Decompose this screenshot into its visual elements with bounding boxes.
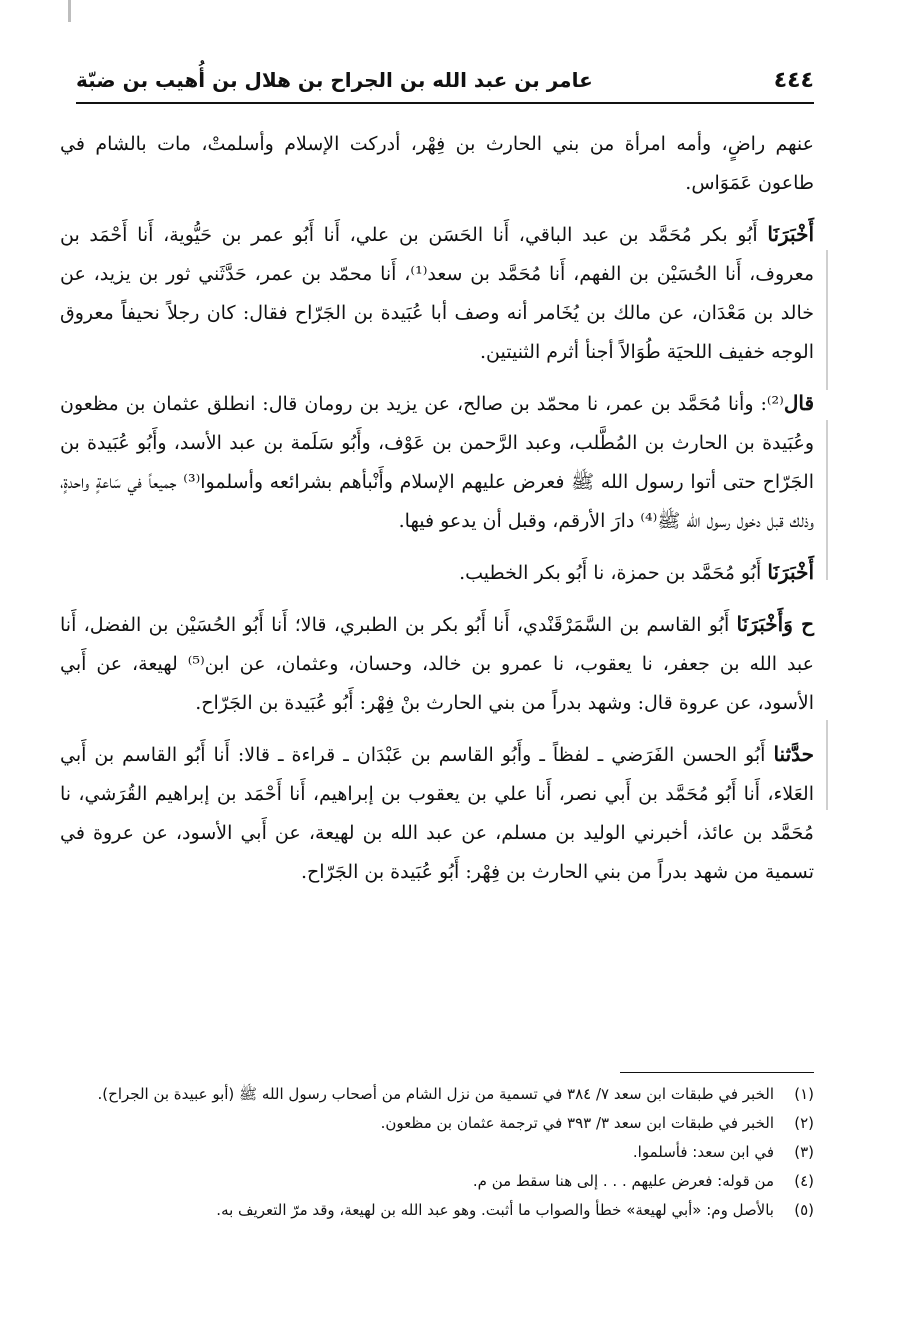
footnote-text: الخبر في طبقات ابن سعد ٣/ ٣٩٣ في ترجمة عثمان بن مظعون. bbox=[380, 1114, 774, 1132]
margin-rule bbox=[826, 720, 828, 810]
paragraph-text: ⁽²⁾: وأنا مُحَمَّد بن عمر، نا محمّد بن صالح، عن يزيد بن رومان قال: انطلق عثمان بن مظعون وعُبَيدة بن الحارث بن المُطَّلب، وعبد الرَّحمن بن عَوْف، وأَبُو سَلَمة بن عبد الأسد، وأَبُو عُبَيدة بن الجَرّاح حتى أتوا رسول الله ﷺ فعرض عليهم الإسلام وأَنْبأهم بشرائعه وأسلموا⁽³⁾ جميعاً في سَاعةٍ واحدةٍ، وذلك قبل دخول رسول الله ﷺ⁽⁴⁾ دارَ الأرقم، وقبل أن يدعو فيها. bbox=[60, 393, 815, 532]
footnote bbox=[70, 1198, 814, 1223]
footnote-text: الخبر في طبقات ابن سعد ٧/ ٣٨٤ في تسمية من نزل الشام من أصحاب رسول الله ﷺ (أبو عبيدة بن الجراح). bbox=[97, 1085, 774, 1103]
footnote-text: في ابن سعد: فأسلموا. bbox=[632, 1143, 774, 1161]
main-text bbox=[60, 124, 814, 904]
footnote bbox=[70, 1111, 814, 1136]
paragraph-lead: حدَّثنا bbox=[773, 742, 814, 766]
paragraph bbox=[60, 735, 814, 892]
footnote-number: (٢) bbox=[794, 1114, 814, 1132]
paragraph-text: عنهم راضٍ، وأمه امرأة من بني الحارث بن فِهْر، أدركت الإسلام وأسلمتْ، مات بالشام في طاعون عَمَوَاس. bbox=[60, 133, 814, 194]
paragraph-lead: أَخْبَرَنَا bbox=[767, 560, 814, 584]
paragraph bbox=[60, 553, 814, 593]
crop-mark bbox=[68, 0, 71, 22]
footnote-number: (٤) bbox=[794, 1172, 814, 1190]
footnote-number: (٣) bbox=[794, 1143, 814, 1161]
footnote-rule bbox=[620, 1072, 814, 1073]
footnote-text: من قوله: فعرض عليهم . . . إلى هنا سقط من م. bbox=[472, 1172, 774, 1190]
paragraph-text: أَبُو القاسم بن السَّمَرْقَنْدي، أَنا أَبُو بكر بن الطبري، قالا؛ أَنا أَبُو الحُسَيْن بن الفضل، أَنا عبد الله بن جعفر، نا يعقوب، نا عمرو بن خالد، وحسان، وعثمان، عن ابن⁽⁵⁾ لهيعة، عن أَبي الأسود، عن عروة قال: وشهد بدراً من بني الحارث بنْ فِهْر: أَبُو عُبَيدة بن الجَرّاح. bbox=[60, 614, 814, 714]
footnote-number: (١) bbox=[794, 1085, 814, 1103]
paragraph-lead: قال bbox=[783, 391, 814, 415]
paragraph-text: أَبُو مُحَمَّد بن حمزة، نا أَبُو بكر الخطيب. bbox=[459, 562, 768, 584]
footnote bbox=[70, 1169, 814, 1194]
margin-rule bbox=[826, 420, 828, 580]
page-header bbox=[76, 62, 814, 98]
header-rule bbox=[76, 102, 814, 104]
paragraph bbox=[60, 384, 814, 541]
running-title: عامر بن عبد الله بن الجراح بن هلال بن أُهيب بن ضبّة bbox=[76, 68, 593, 92]
paragraph-text: أَبُو الحسن الفَرَضي ـ لفظاً ـ وأَبُو القاسم بن عَبْدَان ـ قراءة ـ قالا: أَنا أَبُو القاسم بن أَبي العَلاء، أَنا أَبُو مُحَمَّد بن أَبي نصر، أَنا علي بن يعقوب بن إبراهيم، أَنا أَحْمَد بن إبراهيم القُرَشي، نا مُحَمَّد بن عائذ، أخبرني الوليد بن مسلم، عن عبد الله بن لهيعة، عن أَبي الأسود، عن عروة في تسمية من شهد بدراً من بني الحارث بن فِهْر: أَبُو عُبَيدة بن الجَرّاح. bbox=[60, 744, 814, 883]
footnote bbox=[70, 1082, 814, 1107]
paragraph-lead: أَخْبَرَنَا bbox=[767, 222, 814, 246]
footnotes bbox=[70, 1082, 814, 1227]
footnote bbox=[70, 1140, 814, 1165]
margin-rule bbox=[826, 250, 828, 390]
paragraph bbox=[60, 215, 814, 372]
paragraph-lead: ح وَأَخْبَرَنَا bbox=[736, 612, 814, 636]
footnote-number: (٥) bbox=[794, 1201, 814, 1219]
page-number: ٤٤٤ bbox=[773, 67, 814, 93]
paragraph bbox=[60, 124, 814, 203]
footnote-text: بالأصل وم: «أبي لهيعة» خطأ والصواب ما أثبت. وهو عبد الله بن لهيعة، وقد مرّ التعريف به. bbox=[216, 1201, 774, 1219]
paragraph bbox=[60, 605, 814, 723]
paragraph-text: أَبُو بكر مُحَمَّد بن عبد الباقي، أَنا الحَسَن بن علي، أَنا أَبُو عمر بن حَيُّوية، أَنا أَحْمَد بن معروف، أَنا الحُسَيْن بن الفهم، أَنا مُحَمَّد بن سعد⁽¹⁾، أَنا محمّد بن عمر، حَدَّثَني ثور بن يزيد، عن خالد بن مَعْدَان، عن مالك بن يُخَامر أنه وصف أبا عُبَيدة بن الجَرّاح فقال: كان رجلاً نحيفاً معروق الوجه خفيف اللحيَة طُوَالاً أجنأ أثرم الثنيتين. bbox=[60, 224, 814, 363]
